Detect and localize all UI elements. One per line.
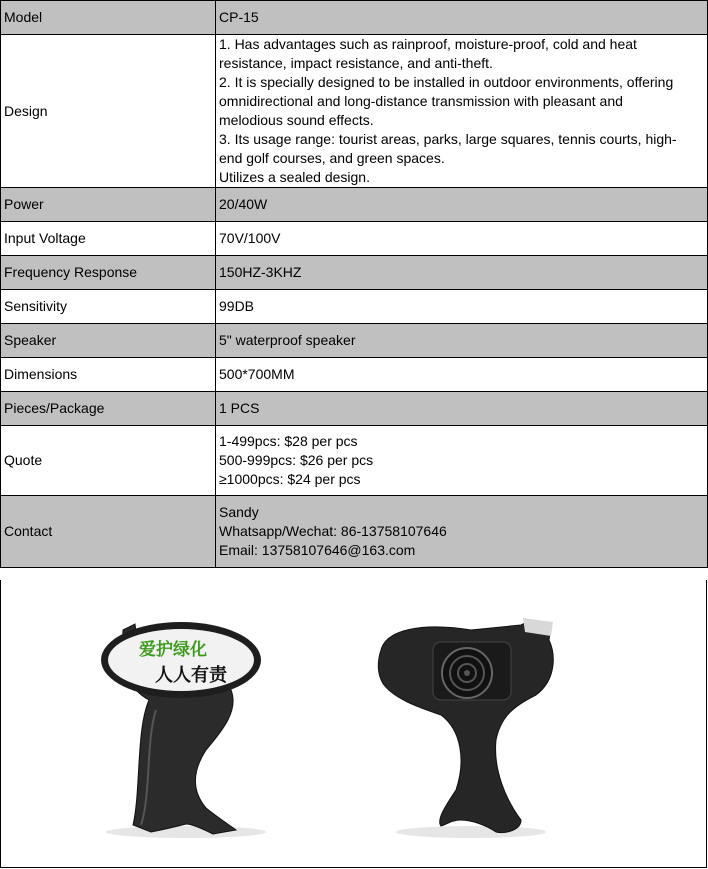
sign-text-line2: 人人有责 (155, 665, 227, 686)
spec-value-line: 3. Its usage range: tourist areas, parks, large squares, tennis courts, high- (219, 131, 677, 147)
spec-label: Model (1, 1, 216, 35)
spec-value-line: 1-499pcs: $28 per pcs (219, 433, 358, 449)
spec-label: Dimensions (1, 358, 216, 392)
spec-value (216, 324, 708, 358)
product-photos (0, 580, 707, 868)
spec-label: Contact (1, 496, 216, 568)
spec-row (1, 324, 708, 358)
spec-row (1, 290, 708, 324)
spec-label: Quote (1, 426, 216, 496)
spec-value (216, 35, 708, 188)
spec-value (216, 256, 708, 290)
speaker-back-view (378, 618, 553, 838)
spec-value (216, 1, 708, 35)
spec-value (216, 290, 708, 324)
spec-value-line: Whatsapp/Wechat: 86-13758107646 (219, 523, 447, 539)
spec-value-line: Utilizes a sealed design. (219, 169, 370, 185)
spec-row (1, 496, 708, 568)
spec-value-line: end golf courses, and green spaces. (219, 150, 445, 166)
spec-row (1, 188, 708, 222)
spec-row (1, 1, 708, 35)
spec-value-line: 500-999pcs: $26 per pcs (219, 452, 374, 468)
spec-label: Frequency Response (1, 256, 216, 290)
spec-value-line: 99DB (219, 298, 255, 314)
spec-value (216, 188, 708, 222)
spec-value (216, 426, 708, 496)
spec-value-line: 1 PCS (219, 400, 260, 416)
spec-value-line: ≥1000pcs: $24 per pcs (219, 471, 361, 487)
spec-label: Power (1, 188, 216, 222)
spec-value-line: 20/40W (219, 196, 268, 212)
spec-value-line: omnidirectional and long-distance transmission with pleasant and (219, 93, 623, 109)
sign-text-line1: 爱护绿化 (139, 640, 207, 660)
spec-label: Sensitivity (1, 290, 216, 324)
spec-value (216, 496, 708, 568)
spec-value-line: 500*700MM (219, 366, 295, 382)
spec-value-line: 5" waterproof speaker (219, 332, 356, 348)
spec-value-line: Sandy (219, 504, 259, 520)
spec-label: Speaker (1, 324, 216, 358)
spec-row (1, 35, 708, 188)
spec-row (1, 358, 708, 392)
spec-value (216, 358, 708, 392)
spec-value-line: 1. Has advantages such as rainproof, moisture-proof, cold and heat (219, 36, 637, 52)
spec-row (1, 222, 708, 256)
spec-value-line: melodious sound effects. (219, 112, 374, 128)
spec-label: Input Voltage (1, 222, 216, 256)
spec-value (216, 392, 708, 426)
spec-value (216, 222, 708, 256)
spec-label: Design (1, 35, 216, 188)
spec-value-line: 70V/100V (219, 230, 281, 246)
spec-value-line: CP-15 (219, 9, 259, 25)
spec-value-line: 150HZ-3KHZ (219, 264, 302, 280)
spec-row (1, 256, 708, 290)
spec-row (1, 426, 708, 496)
spec-value-line: Email: 13758107646@163.com (219, 542, 416, 558)
speaker-front-view (101, 622, 266, 838)
spec-value-line: resistance, impact resistance, and anti-theft. (219, 55, 493, 71)
spec-value-line: 2. It is specially designed to be installed in outdoor environments, offering (219, 74, 674, 90)
product-images (1, 580, 707, 867)
spec-row (1, 392, 708, 426)
spec-label: Pieces/Package (1, 392, 216, 426)
